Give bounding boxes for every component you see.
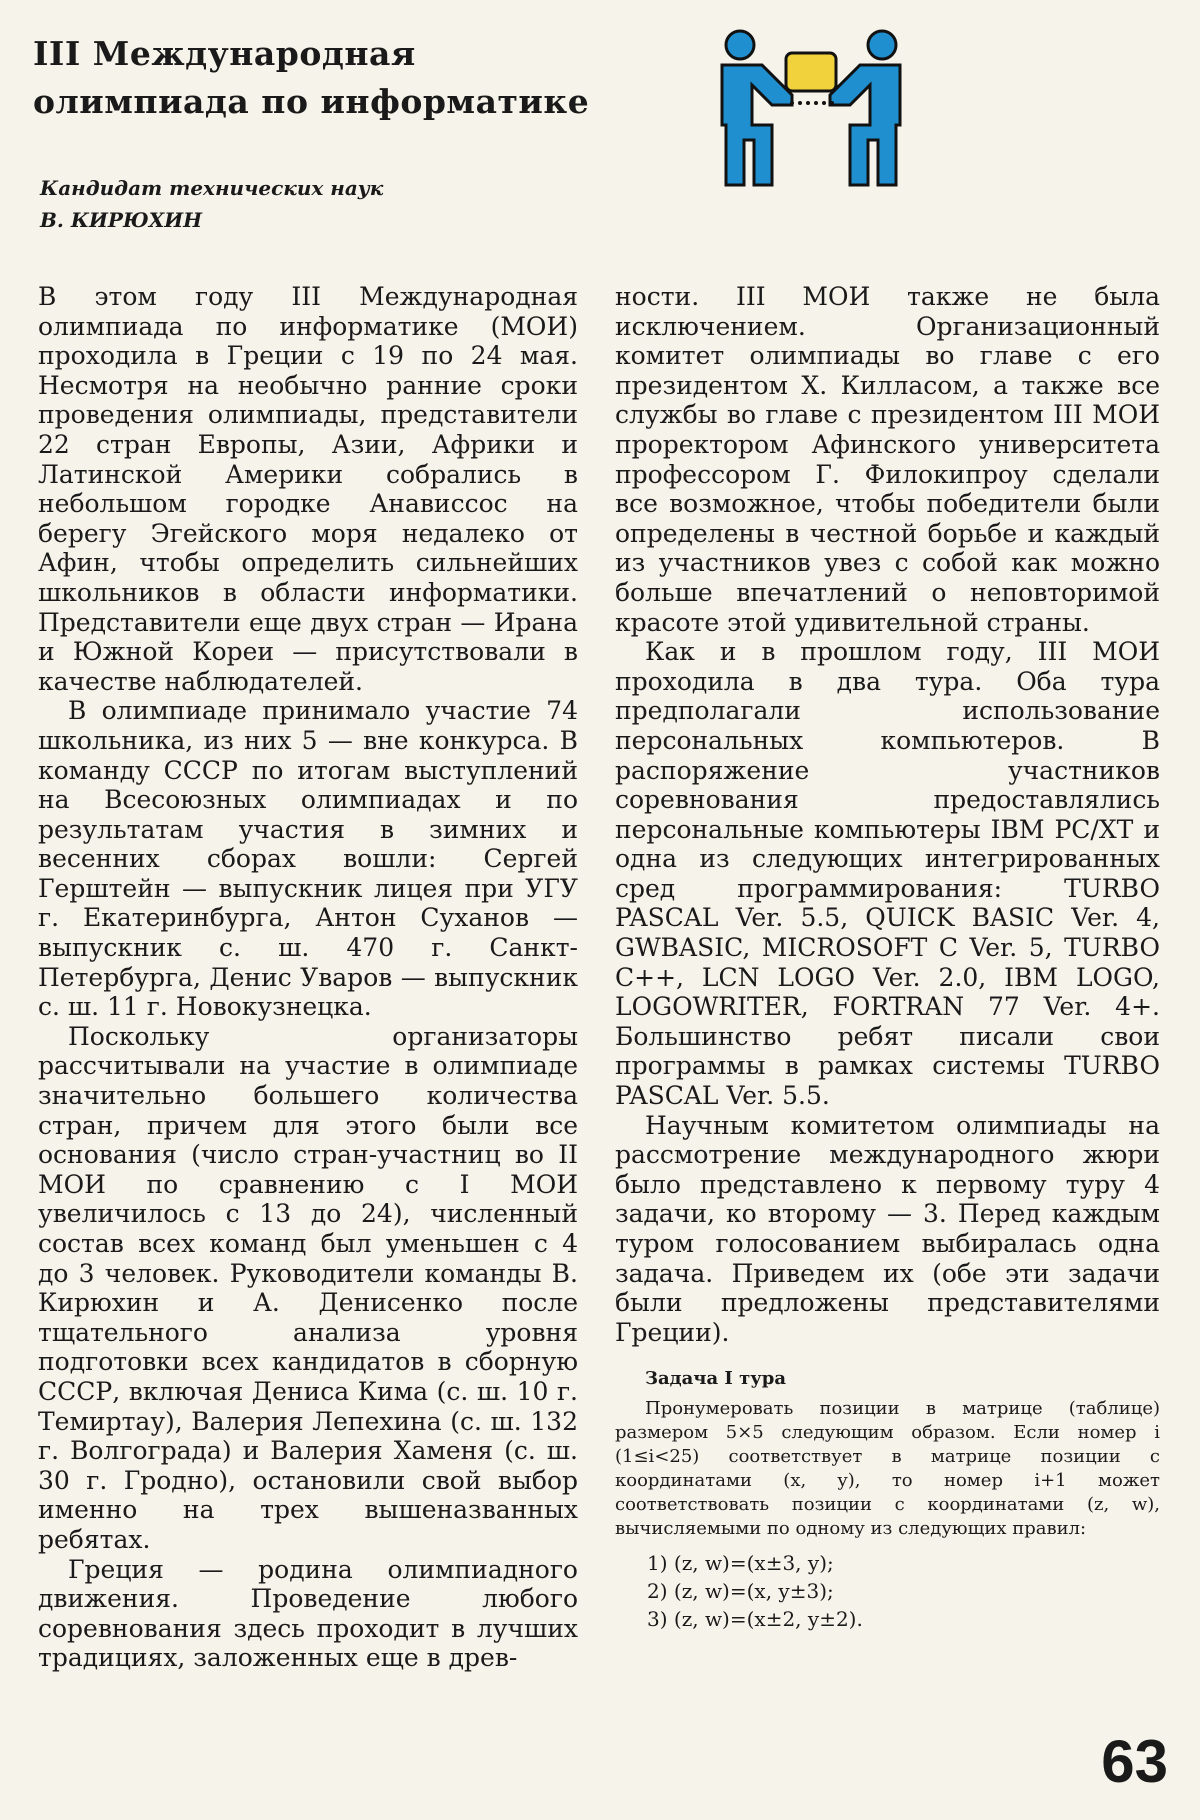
paragraph: Греция — родина олимпиадного движения. Проведение любого соревнования здесь проходит в лучших традициях, заложенных еще в древ- (38, 1554, 578, 1673)
title-line-1: III Международная (33, 34, 416, 73)
two-people-at-computer-icon (700, 25, 1160, 225)
author-degree: Кандидат технических наук (40, 176, 384, 200)
paragraph: Научным комитетом олимпиады на рассмотрение международного жюри было представлено к первому туру 4 задачи, ко второму — 3. Перед каждым туром голосованием выбиралась одна задача. Приведем их (обе эти задачи были предложены представителями Греции). (615, 1110, 1160, 1347)
task-rule: 1) (z, w)=(x±3, y); (647, 1551, 834, 1576)
paragraph: В олимпиаде принимало участие 74 школьника, из них 5 — вне конкурса. В команду СССР по итогам выступлений на Всесоюзных олимпиадах и по результатам участия в зимних и весенних сборах вошли: Сергей Герштейн — выпускник лицея при УГУ г. Екатеринбурга, Антон Суханов — выпускник с. ш. 470 г. Санкт-Петербурга, Денис Уваров — выпускник с. ш. 11 г. Новокузнецка. (38, 696, 578, 1022)
paragraph: ности. III МОИ также не была исключением. Организационный комитет олимпиады во главе с его президентом Х. Килласом, а также все службы во главе с президентом III МОИ проректором Афинского университета профессором Г. Филокипроу сделали все возможное, чтобы победители были определены в честной борьбе и каждый из участников увез с собой как можно больше впечатлений о неповторимой красоте этой удивительной страны. (615, 282, 1160, 637)
task-block (615, 1367, 1160, 1633)
author-name: В. КИРЮХИН (40, 208, 203, 232)
task-rule: 2) (z, w)=(x, y±3); (647, 1579, 834, 1604)
task-rules (647, 1549, 1160, 1633)
title-line-2: олимпиада по информатике (33, 82, 590, 121)
left-column (38, 282, 578, 1673)
paragraph: Как и в прошлом году, III МОИ проходила в два тура. Оба тура предполагали использование персональных компьютеров. В распоряжение участников соревнования предоставлялись персональные компьютеры IBM PC/XT и одна из следующих интегрированных сред программирования: TURBO PASCAL Ver. 5.5, QUICK BASIC Ver. 4, GWBASIC, MICROSOFT C Ver. 5, TURBO C++, LCN LOGO Ver. 2.0, IBM LOGO, LOGOWRITER, FORTRAN 77 Ver. 4+. Большинство ребят писали свои программы в рамках системы TURBO PASCAL Ver. 5.5. (615, 637, 1160, 1111)
task-rule: 3) (z, w)=(x±2, y±2). (647, 1607, 863, 1632)
task-title: Задача I тура (645, 1368, 787, 1390)
right-column (615, 282, 1160, 1633)
task-text: Пронумеровать позиции в матрице (таблице) размером 5×5 следующим образом. Если номер i (1≤i<25) соответствует в матрице позиции с координатами (x, y), то номер i+1 может соответствовать позиции с координатами (z, w), вычисляемыми по одному из следующих правил: (615, 1398, 1160, 1540)
article-title (33, 30, 673, 126)
page-number: 63 (1101, 1728, 1168, 1795)
author-block (40, 172, 383, 236)
paragraph: В этом году III Международная олимпиада по информатике (МОИ) проходила в Греции с 19 по 24 мая. Несмотря на необычно ранние сроки проведения олимпиады, представители 22 стран Европы, Азии, Африки и Латинской Америки собрались в небольшом городке Анависсос на берегу Эгейского моря недалеко от Афин, чтобы определить сильнейших школьников в области информатики. Представители еще двух стран — Ирана и Южной Кореи — присутствовали в качестве наблюдателей. (38, 282, 578, 696)
paragraph: Поскольку организаторы рассчитывали на участие в олимпиаде значительно большего количества стран, причем для этого были все основания (число стран-участниц во II МОИ по сравнению с I МОИ увеличилось с 13 до 24), численный состав всех команд был уменьшен с 4 до 3 человек. Руководители команды В. Кирюхин и А. Денисенко после тщательного анализа уровня подготовки всех кандидатов в сборную СССР, включая Дениса Кима (с. ш. 10 г. Темиртау), Валерия Лепехина (с. ш. 132 г. Волгограда) и Валерия Хаменя (с. ш. 30 г. Гродно), остановили свой выбор именно на трех вышеназванных ребятах. (38, 1021, 578, 1554)
